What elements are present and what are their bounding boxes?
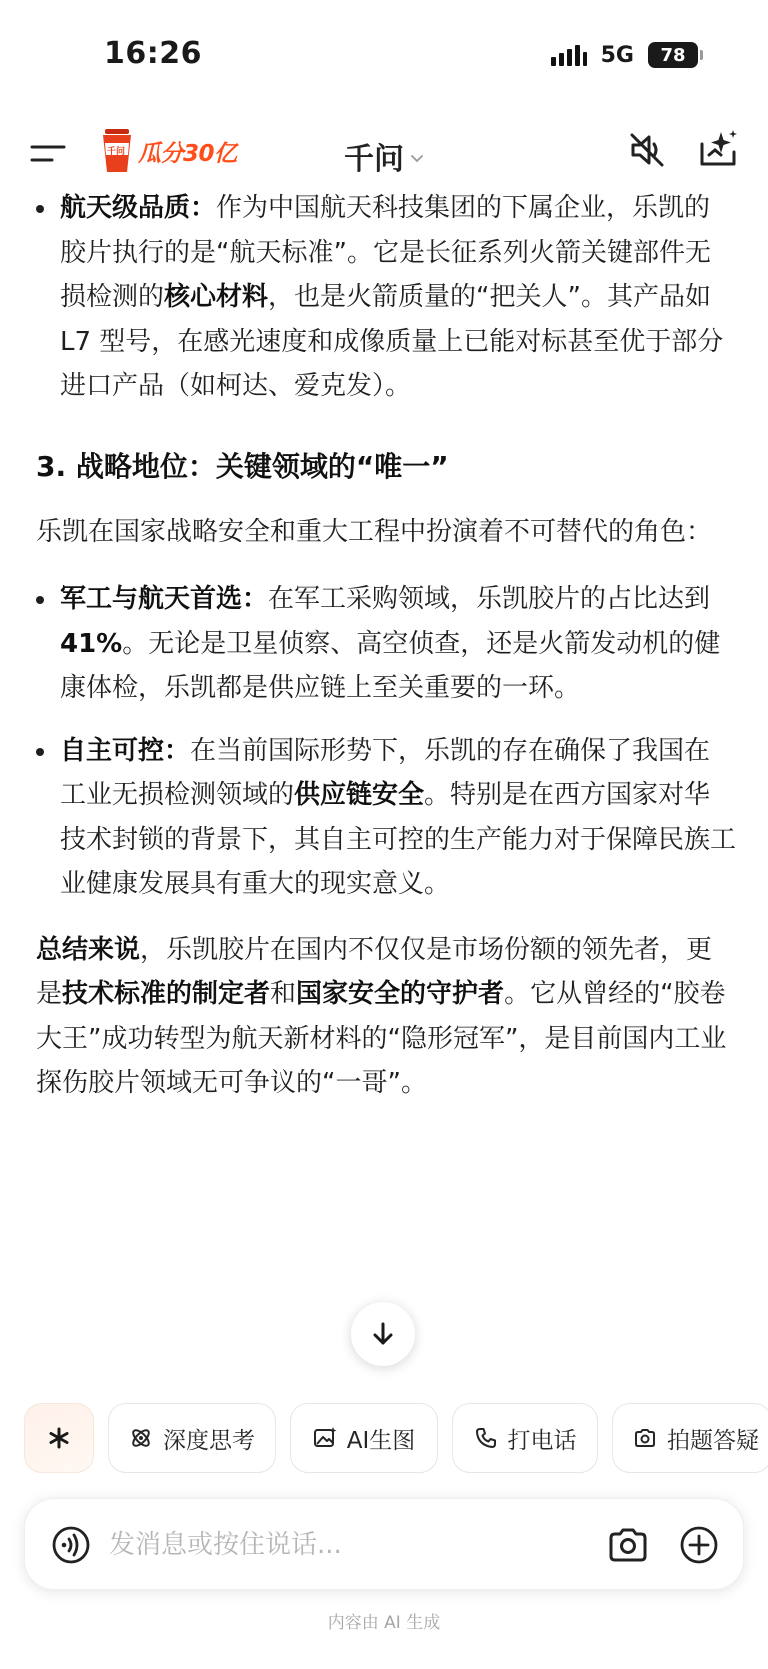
ai-image-chip[interactable] (290, 1403, 438, 1473)
message-input[interactable] (109, 1521, 509, 1569)
section-heading: 3. 战略地位：关键领域的“唯一” (36, 449, 449, 483)
atom-icon (129, 1426, 153, 1450)
paragraph: 乐凯在国家战略安全和重大工程中扮演着不可替代的角色： (36, 516, 713, 547)
chip-label: AI生图 (346, 1427, 416, 1454)
scroll-to-bottom-button[interactable] (351, 1302, 415, 1366)
app-title: 千问 (344, 142, 404, 177)
bullet-emphasis: 核心材料 (164, 282, 269, 312)
battery-icon (648, 42, 698, 68)
chip-label: 拍题答疑 (667, 1427, 759, 1454)
chat-message (36, 186, 736, 1106)
call-chip[interactable] (452, 1403, 598, 1473)
summary-text: 。它从曾经的“胶卷大王”成功转型为航天新材料的“隐形冠军”，是目前国内工业探伤胶片领域无可争议的“一哥”。 (36, 979, 727, 1098)
cup-label: 千问 (107, 147, 126, 157)
plus-icon[interactable] (679, 1525, 719, 1565)
bullet-text: 。特别是在西方国家对华技术封锁的背景下，其自主可控的生产能力对于保障民族工业健康发展具有重大的现实意义。 (60, 780, 737, 899)
assistant-chip[interactable] (24, 1403, 94, 1473)
camera-icon[interactable] (607, 1525, 649, 1565)
network-label: 5G (600, 42, 634, 68)
summary-text: 和 (270, 979, 297, 1009)
bullet-text: 。无论是卫星侦察、高空侦查，还是火箭发动机的健康体检，乐凯都是供应链上至关重要的一环。 (60, 628, 721, 703)
status-time: 16:26 (104, 36, 202, 71)
bullet-text: 在当前国际形势下，乐凯的存在确保了我国在工业无损检测领域的 (60, 735, 711, 810)
summary-emphasis: 国家安全的守护者 (296, 979, 505, 1009)
image-icon (313, 1426, 337, 1450)
chip-label: 深度思考 (163, 1427, 255, 1454)
deep-think-chip[interactable] (108, 1403, 276, 1473)
bullet-text: 在军工采购领域，乐凯胶片的占比达到 (268, 584, 711, 614)
status-indicators (551, 42, 698, 68)
photo-answer-chip[interactable] (612, 1403, 768, 1473)
sparkle-icon[interactable] (697, 128, 739, 170)
promo-text: 瓜分30亿 (138, 140, 237, 167)
chevron-down-icon (410, 153, 424, 163)
mute-icon[interactable] (627, 130, 667, 170)
quick-actions (24, 1403, 768, 1473)
status-bar (0, 0, 768, 110)
list-item (36, 186, 736, 409)
list-item (36, 577, 736, 711)
bullet-emphasis: 41% (60, 628, 123, 659)
phone-icon (474, 1426, 498, 1450)
message-composer (24, 1498, 744, 1590)
bullet-label: 航天级品质： (60, 193, 217, 223)
battery-level: 78 (660, 44, 686, 66)
bullet-emphasis: 供应链安全 (294, 780, 425, 810)
summary-text: ，乐凯胶片在国内不仅仅是市场份额的领先者，更是 (36, 934, 713, 1009)
signal-icon (551, 44, 587, 66)
ai-disclaimer: 内容由 AI 生成 (327, 1613, 441, 1633)
chip-label: 打电话 (507, 1427, 577, 1454)
arrow-down-icon (369, 1320, 397, 1348)
bullet-text: ，也是火箭质量的“把关人”。其产品如 L7 型号，在感光速度和成像质量上已能对标甚至优于部分进口产品（如柯达、爱克发）。 (60, 282, 724, 401)
bullet-label: 军工与航天首选： (60, 584, 269, 614)
summary-emphasis: 技术标准的制定者 (62, 979, 271, 1009)
camera-icon (633, 1426, 657, 1450)
asterisk-icon (47, 1426, 71, 1450)
bullet-text: 作为中国航天科技集团的下属企业，乐凯的胶片执行的是“航天标准”。它是长征系列火箭关键部件无损检测的 (60, 193, 711, 312)
summary-emphasis: 总结来说 (36, 934, 141, 965)
bullet-label: 自主可控： (60, 735, 191, 766)
top-header (0, 118, 768, 190)
summary-paragraph (36, 928, 736, 1106)
list-item (36, 729, 736, 907)
voice-icon[interactable] (51, 1525, 91, 1565)
